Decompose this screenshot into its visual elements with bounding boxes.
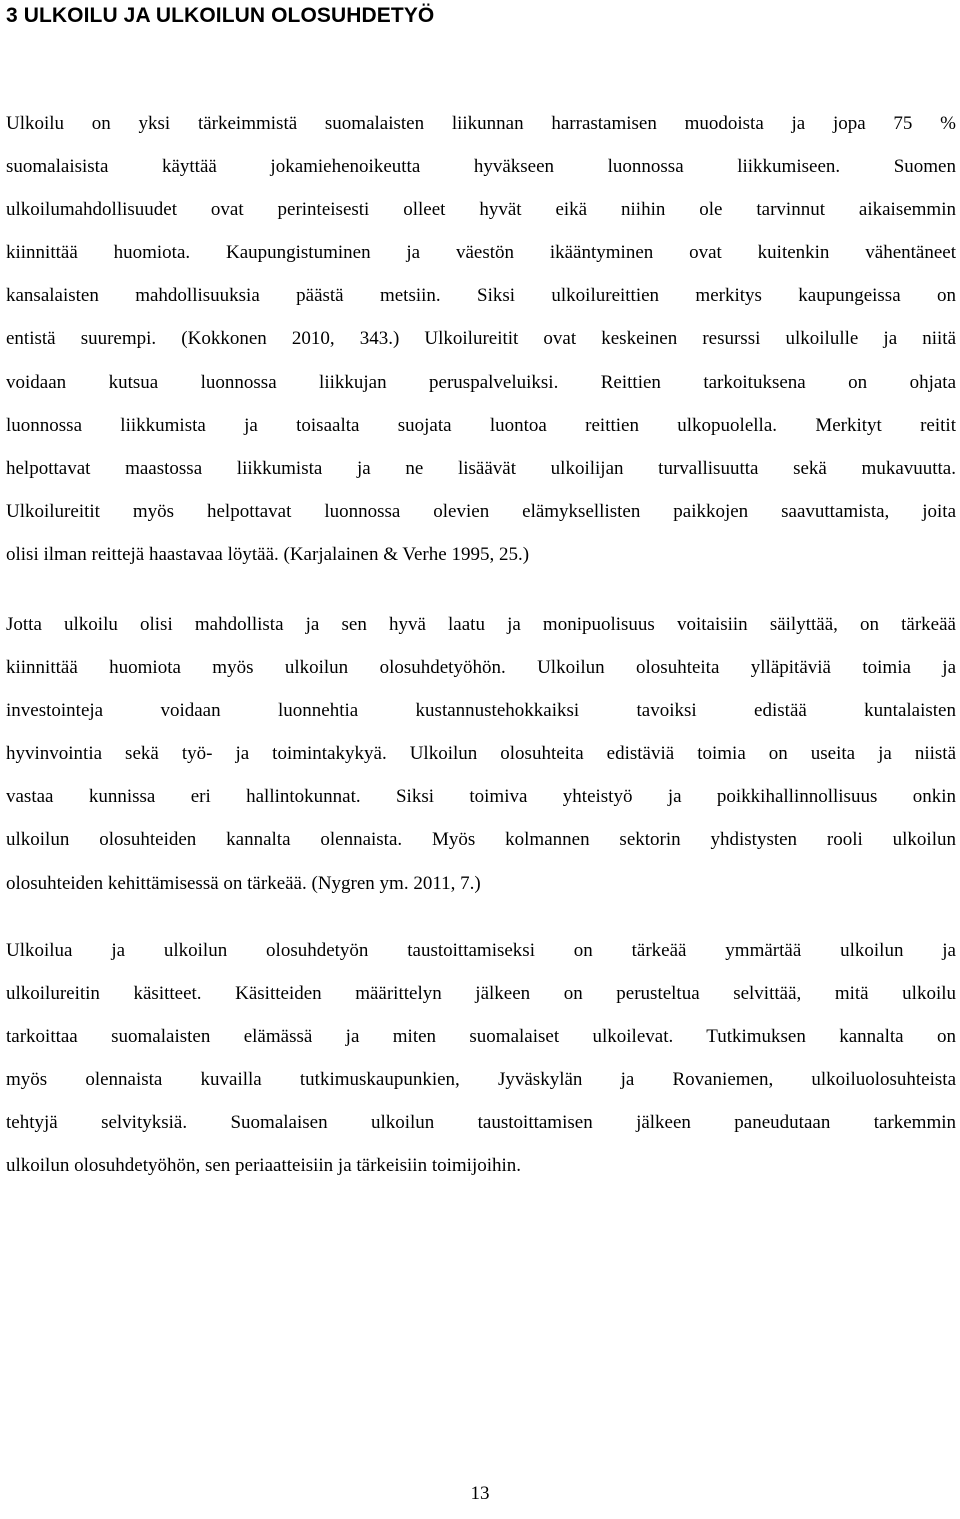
paragraph-ulkoilu-intro (6, 102, 956, 576)
paragraph-line: investointeja voidaan luonnehtia kustannustehokkaiksi tavoiksi edistää kuntalaisten (6, 700, 956, 722)
paragraph-line: Ulkoilureitit myös helpottavat luonnossa olevien elämyksellisten paikkojen saavuttamista, joita (6, 500, 956, 522)
paragraph-line: voidaan kutsua luonnossa liikkujan peruspalveluiksi. Reittien tarkoituksena on ohjata (6, 371, 956, 393)
paragraph-line: helpottavat maastossa liikkumista ja ne lisäävät ulkoilijan turvallisuutta sekä mukavuutta. (6, 457, 956, 479)
paragraph-line: olosuhteiden kehittämisessä on tärkeää. (Nygren ym. 2011, 7.) (6, 872, 481, 894)
paragraph-line: hyvinvointia sekä työ- ja toimintakykyä. Ulkoilun olosuhteita edistäviä toimia on useita ja niistä (6, 743, 956, 765)
paragraph-line: vastaa kunnissa eri hallintokunnat. Siksi toimiva yhteistyö ja poikkihallinnollisuus onkin (6, 786, 956, 808)
paragraph-line: olisi ilman reittejä haastavaa löytää. (Karjalainen & Verhe 1995, 25.) (6, 543, 530, 565)
paragraph-taustoitus (6, 929, 956, 1188)
paragraph-line: ulkoilureitin käsitteet. Käsitteiden määrittelyn jälkeen on perusteltua selvittää, mitä ulkoilu (6, 983, 956, 1005)
paragraph-line: ulkoilun olosuhteiden kannalta olennaista. Myös kolmannen sektorin yhdistysten rooli ulkoilun (6, 829, 956, 851)
paragraph-line: luonnossa liikkumista ja toisaalta suojata luontoa reittien ulkopuolella. Merkityt reitit (6, 414, 956, 436)
paragraph-line: suomalaisista käyttää jokamiehenoikeutta hyväkseen luonnossa liikkumiseen. Suomen (6, 156, 956, 178)
paragraph-line: kansalaisten mahdollisuuksia päästä metsiin. Siksi ulkoilureittien merkitys kaupungeissa on (6, 285, 956, 307)
paragraph-line: Ulkoilu on yksi tärkeimmistä suomalaisten liikunnan harrastamisen muodoista ja jopa 75 % (6, 113, 956, 134)
paragraph-line: entistä suurempi. (Kokkonen 2010, 343.) Ulkoilureitit ovat keskeinen resurssi ulkoilulle ja niitä (6, 328, 956, 350)
paragraph-line: Jotta ulkoilu olisi mahdollista ja sen hyvä laatu ja monipuolisuus voitaisiin säilyttää, on tärkeää (6, 614, 956, 635)
page-number: 13 (470, 1483, 490, 1504)
paragraph-line: Ulkoilua ja ulkoilun olosuhdetyön taustoittamiseksi on tärkeää ymmärtää ulkoilun ja (6, 940, 956, 961)
paragraph-line: kiinnittää huomiota. Kaupungistuminen ja väestön ikääntyminen ovat kuitenkin vähentäneet (6, 242, 956, 264)
paragraph-line: tehtyjä selvityksiä. Suomalaisen ulkoilun taustoittamisen jälkeen paneudutaan tarkemmin (6, 1112, 956, 1134)
paragraph-line: myös olennaista kuvailla tutkimuskaupunkien, Jyväskylän ja Rovaniemen, ulkoiluolosuhteista (6, 1069, 956, 1091)
paragraph-line: ulkoilun olosuhdetyöhön, sen periaatteisiin ja tärkeisiin toimijoihin. (6, 1155, 522, 1177)
section-heading: 3 ULKOILU JA ULKOILUN OLOSUHDETYÖ (6, 4, 435, 27)
paragraph-line: kiinnittää huomiota myös ulkoilun olosuhdetyöhön. Ulkoilun olosuhteita ylläpitäviä toimia ja (6, 657, 956, 679)
paragraph-line: ulkoilumahdollisuudet ovat perinteisesti olleet hyvät eikä niihin ole tarvinnut aikaisemmin (6, 199, 956, 221)
paragraph-olosuhdetyo (6, 603, 956, 905)
paragraph-line: tarkoittaa suomalaisten elämässä ja miten suomalaiset ulkoilevat. Tutkimuksen kannalta on (6, 1026, 956, 1048)
